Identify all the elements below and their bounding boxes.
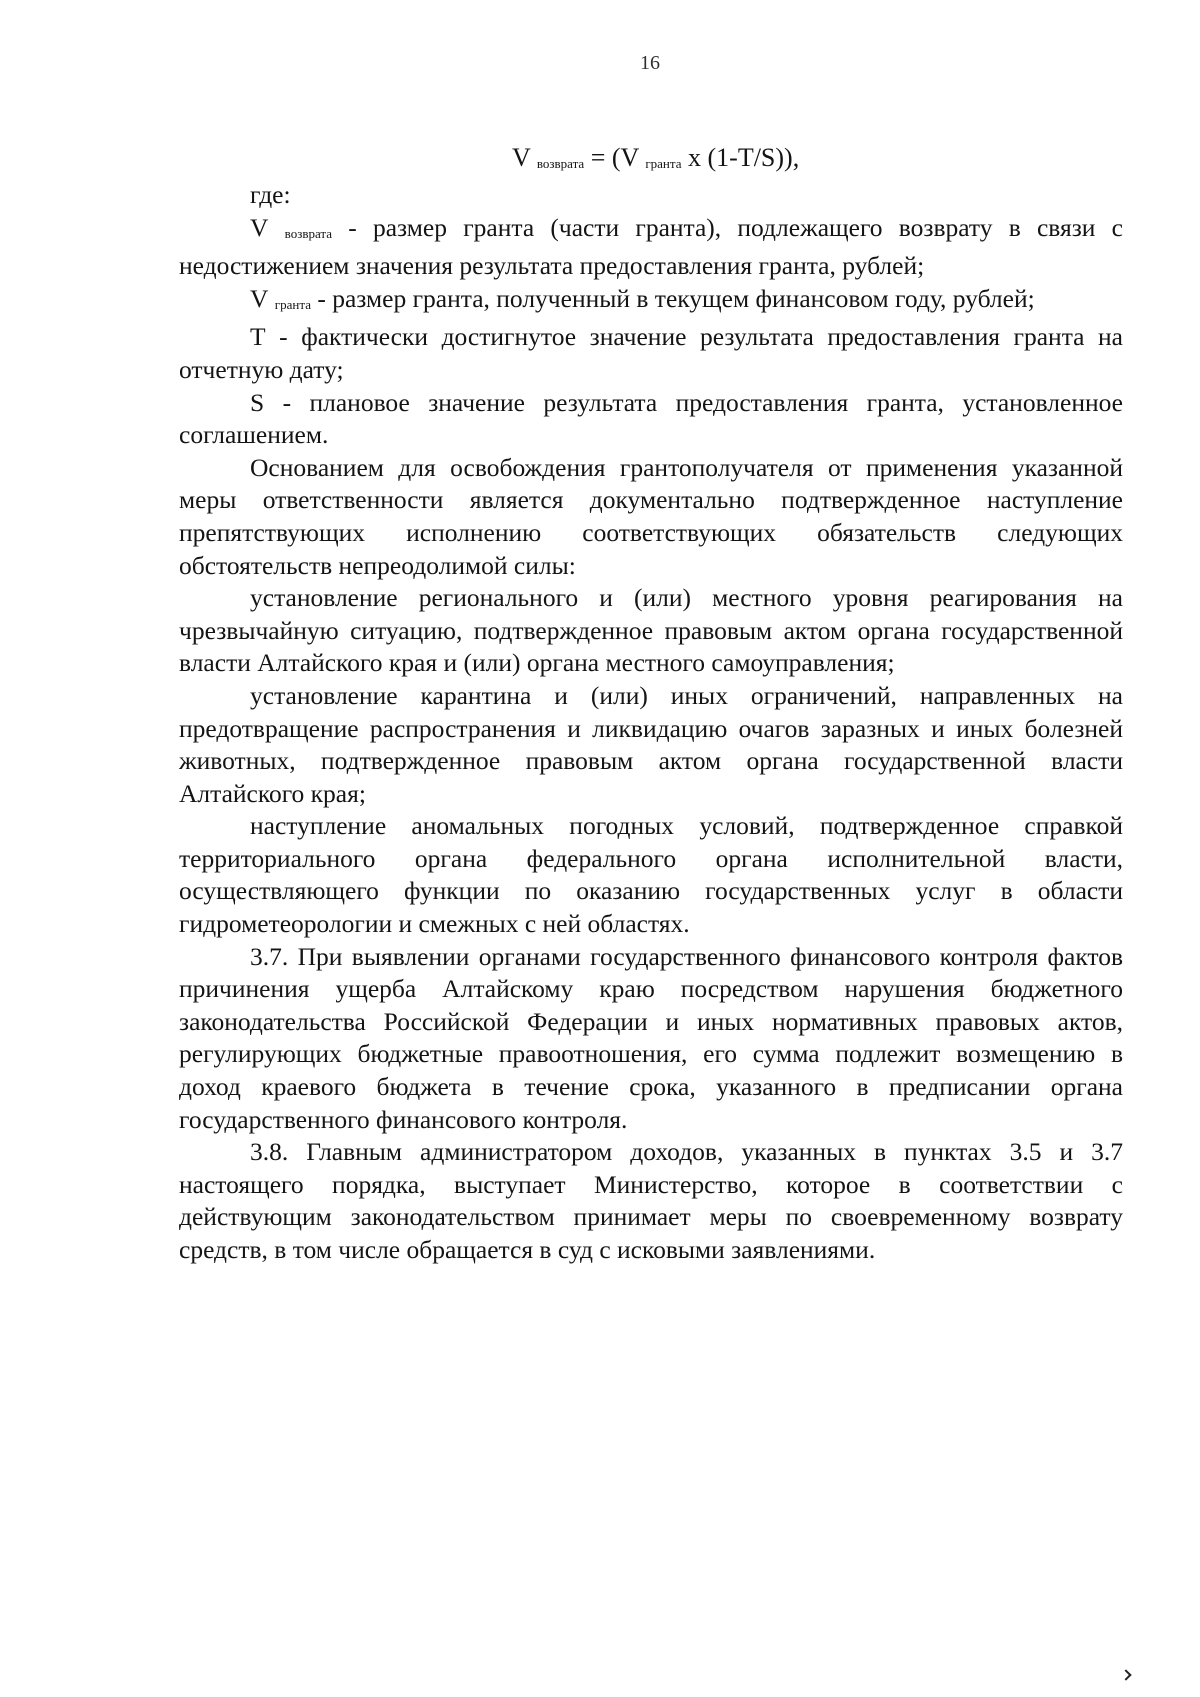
where-label: где:: [250, 180, 291, 209]
formula: [512, 143, 799, 173]
definition-symbol: T: [250, 322, 266, 352]
paragraph-quarantine: установление карантина и (или) иных ограничений, направленных на предотвращение распространения и ликвидацию очагов заразных и иных болезней животных, подтвержденное правовым актом органа государственной власти Алтайского края;: [179, 680, 1123, 808]
definition-v-grant: [179, 283, 1123, 322]
definition-t: [179, 321, 1123, 386]
definition-sub: гранта: [274, 296, 311, 312]
page-corner-mark: [1120, 1669, 1131, 1680]
document-body: [179, 179, 1123, 1267]
formula-v-grant: V: [620, 143, 639, 172]
definition-v-return: [179, 212, 1123, 283]
paragraph-weather: наступление аномальных погодных условий, подтвержденное справкой территориального органа федерального органа исполнительной власти, осуществляющего функции по оказанию государственных услуг в области гидрометеорологии и смежных с ней областях.: [179, 811, 1123, 939]
formula-rest: x (1-T/S)),: [681, 143, 800, 172]
paragraph-3-7: 3.7. При выявлении органами государственного финансового контроля фактов причинения ущерба Алтайскому краю посредством нарушения бюджетного законодательства Российской Федерации и иных нормативных правовых актов, регулирующих бюджетные правоотношения, его сумма подлежит возмещению в доход краевого бюджета в течение срока, указанного в предписании органа государственного финансового контроля.: [179, 941, 1123, 1134]
paragraph-emergency: установление регионального и (или) местного уровня реагирования на чрезвычайную ситуацию, подтвержденное правовым актом органа государственной власти Алтайского края и (или) органа местного самоуправления;: [179, 583, 1123, 678]
formula-sub-grant: гранта: [645, 156, 682, 171]
paragraph-force-majeure-intro: Основанием для освобождения грантополучателя от применения указанной меры ответственности является документально подтвержденное наступление препятствующих исполнению соответствующих обязательств следующих обстоятельств непреодолимой силы:: [179, 452, 1123, 580]
formula-v-return: V: [512, 143, 531, 172]
definition-text: - фактически достигнутое значение результата предоставления гранта на отчетную дату;: [179, 322, 1123, 384]
definition-symbol: S: [250, 387, 265, 417]
formula-sub-return: возврата: [536, 156, 585, 171]
definition-text: - плановое значение результата предоставления гранта, установленное соглашением.: [179, 387, 1123, 450]
definition-s: [179, 387, 1123, 452]
formula-equals: = (: [584, 143, 621, 172]
definition-symbol: V: [250, 283, 269, 313]
definition-symbol: V: [250, 212, 269, 242]
definition-text: - размер гранта (части гранта), подлежащего возврату в связи с недостижением значения результата предоставления гранта, рублей;: [179, 212, 1123, 281]
definition-sub: возврата: [284, 225, 333, 241]
page-number: 16: [640, 52, 660, 74]
definition-text: - размер гранта, полученный в текущем финансовом году, рублей;: [310, 283, 1035, 313]
paragraph-3-8: 3.8. Главным администратором доходов, указанных в пунктах 3.5 и 3.7 настоящего порядка, выступает Министерство, которое в соответствии с действующим законодательством принимает меры по своевременному возврату средств, в том числе обращается в суд с исковыми заявлениями.: [179, 1137, 1123, 1264]
